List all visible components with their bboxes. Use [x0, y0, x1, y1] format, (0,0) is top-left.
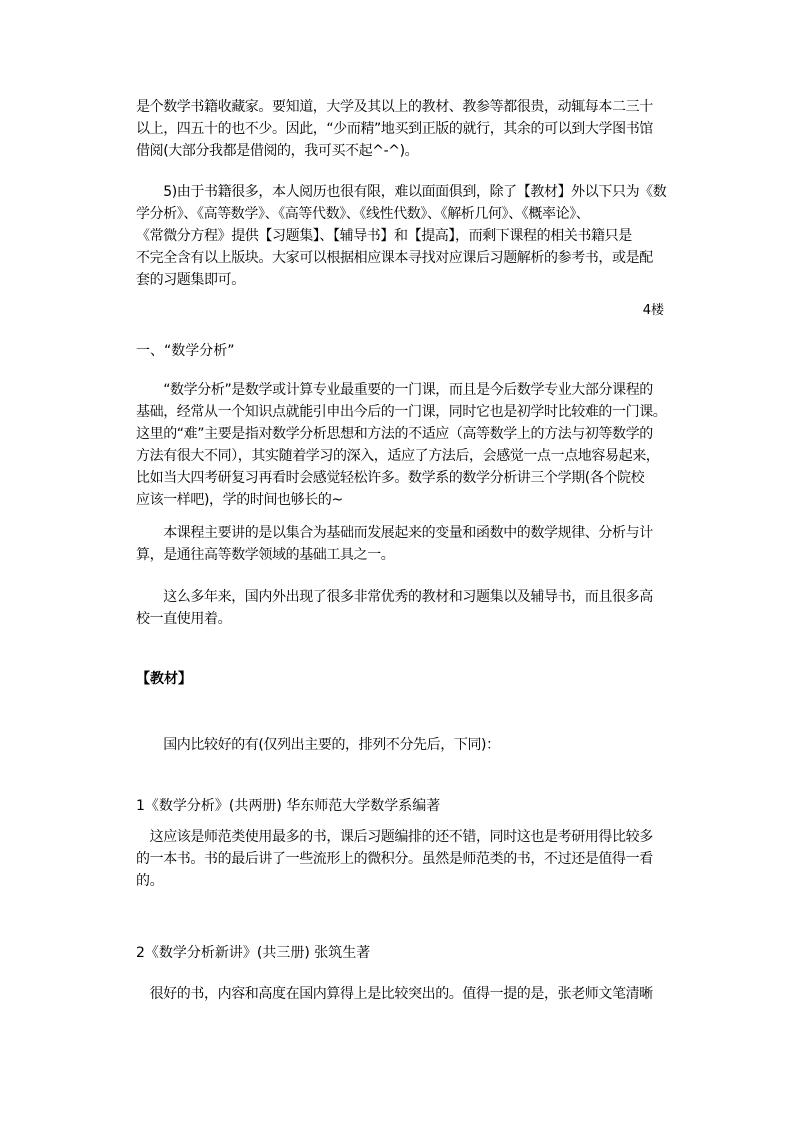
- text-line: 这里的“难”主要是指对数学分析思想和方法的不适应（高等数学上的方法与初等数学的: [136, 426, 653, 442]
- book-title-1: 1《数学分析》(共两册) 华东师范大学数学系编著: [136, 798, 441, 814]
- book-description-1: [136, 826, 666, 892]
- text-line: 借阅(大部分我都是借阅的，我可买不起^-^)。: [136, 143, 419, 159]
- text-line: 这应该是师范类使用最多的书，课后习题编排的还不错，同时这也是考研用得比较多: [136, 829, 653, 845]
- paragraph-note-5: [136, 181, 666, 291]
- paragraph-intro: [136, 379, 666, 511]
- text-line: 不完全含有以上版块。大家可以根据相应课本寻找对应课后习题解析的参考书，或是配: [136, 250, 653, 266]
- text-line: 《常微分方程》提供【习题集】、【辅导书】和【提高】，而剩下课程的相关书籍只是: [136, 228, 632, 244]
- book-title-2: 2《数学分析新讲》(共三册) 张筑生著: [136, 945, 371, 961]
- floor-label: 4楼: [642, 303, 664, 318]
- text-line: 算，是通往高等数学领域的基础工具之一。: [136, 547, 395, 563]
- text-line: 以上，四五十的也不少。因此，“少而精”地买到正版的就行，其余的可以到大学图书馆: [136, 121, 653, 137]
- paragraph-domestic: [136, 734, 666, 756]
- text-line: 比如当大四考研复习再看时会感觉轻松许多。数学系的数学分析讲三个学期(各个院校: [136, 470, 645, 486]
- text-line: 学分析》、《高等数学》、《高等代数》、《线性代数》、《解析几何》、《概率论》、: [136, 206, 590, 222]
- text-line: 应该一样吧)，学的时间也够长的~: [136, 492, 343, 508]
- textbook-heading: 【教材】: [136, 671, 192, 687]
- text-line: 的一本书。书的最后讲了一些流形上的微积分。虽然是师范类的书，不过还是值得一看: [136, 851, 653, 867]
- section-heading: 一、“数学分析”: [136, 343, 235, 359]
- paragraph-collection-note: [136, 96, 666, 162]
- text-line: 5)由于书籍很多，本人阅历也很有限，难以面面俱到，除了【教材】外以下只为《数: [136, 184, 667, 200]
- text-line: 这么多年来，国内外出现了很多非常优秀的教材和习题集以及辅导书，而且很多高: [136, 589, 653, 605]
- text-line: 很好的书，内容和高度在国内算得上是比较突出的。值得一提的是，张老师文笔清晰: [136, 986, 653, 1002]
- text-line: 是个数学书籍收藏家。要知道，大学及其以上的教材、教参等都很贵，动辄每本二三十: [136, 99, 653, 115]
- text-line: 本课程主要讲的是以集合为基础而发展起来的变量和函数中的数学规律、分析与计: [136, 525, 653, 541]
- text-line: 校一直使用着。: [136, 611, 232, 627]
- text-line: “数学分析”是数学或计算专业最重要的一门课，而且是今后数学专业大部分课程的: [136, 382, 653, 398]
- book-description-2: [136, 983, 666, 1005]
- text-line: 套的习题集即可。: [136, 272, 245, 288]
- paragraph-resources: [136, 586, 666, 630]
- text-line: 国内比较好的有(仅列出主要的，排列不分先后，下同)：: [136, 737, 500, 753]
- paragraph-course-content: [136, 522, 666, 566]
- text-line: 的。: [136, 873, 164, 889]
- text-line: 方法有很大不同），其实随着学习的深入，适应了方法后，会感觉一点一点地容易起来，: [136, 448, 660, 464]
- text-line: 基础，经常从一个知识点就能引申出今后的一门课，同时它也是初学时比较难的一门课。: [136, 404, 667, 420]
